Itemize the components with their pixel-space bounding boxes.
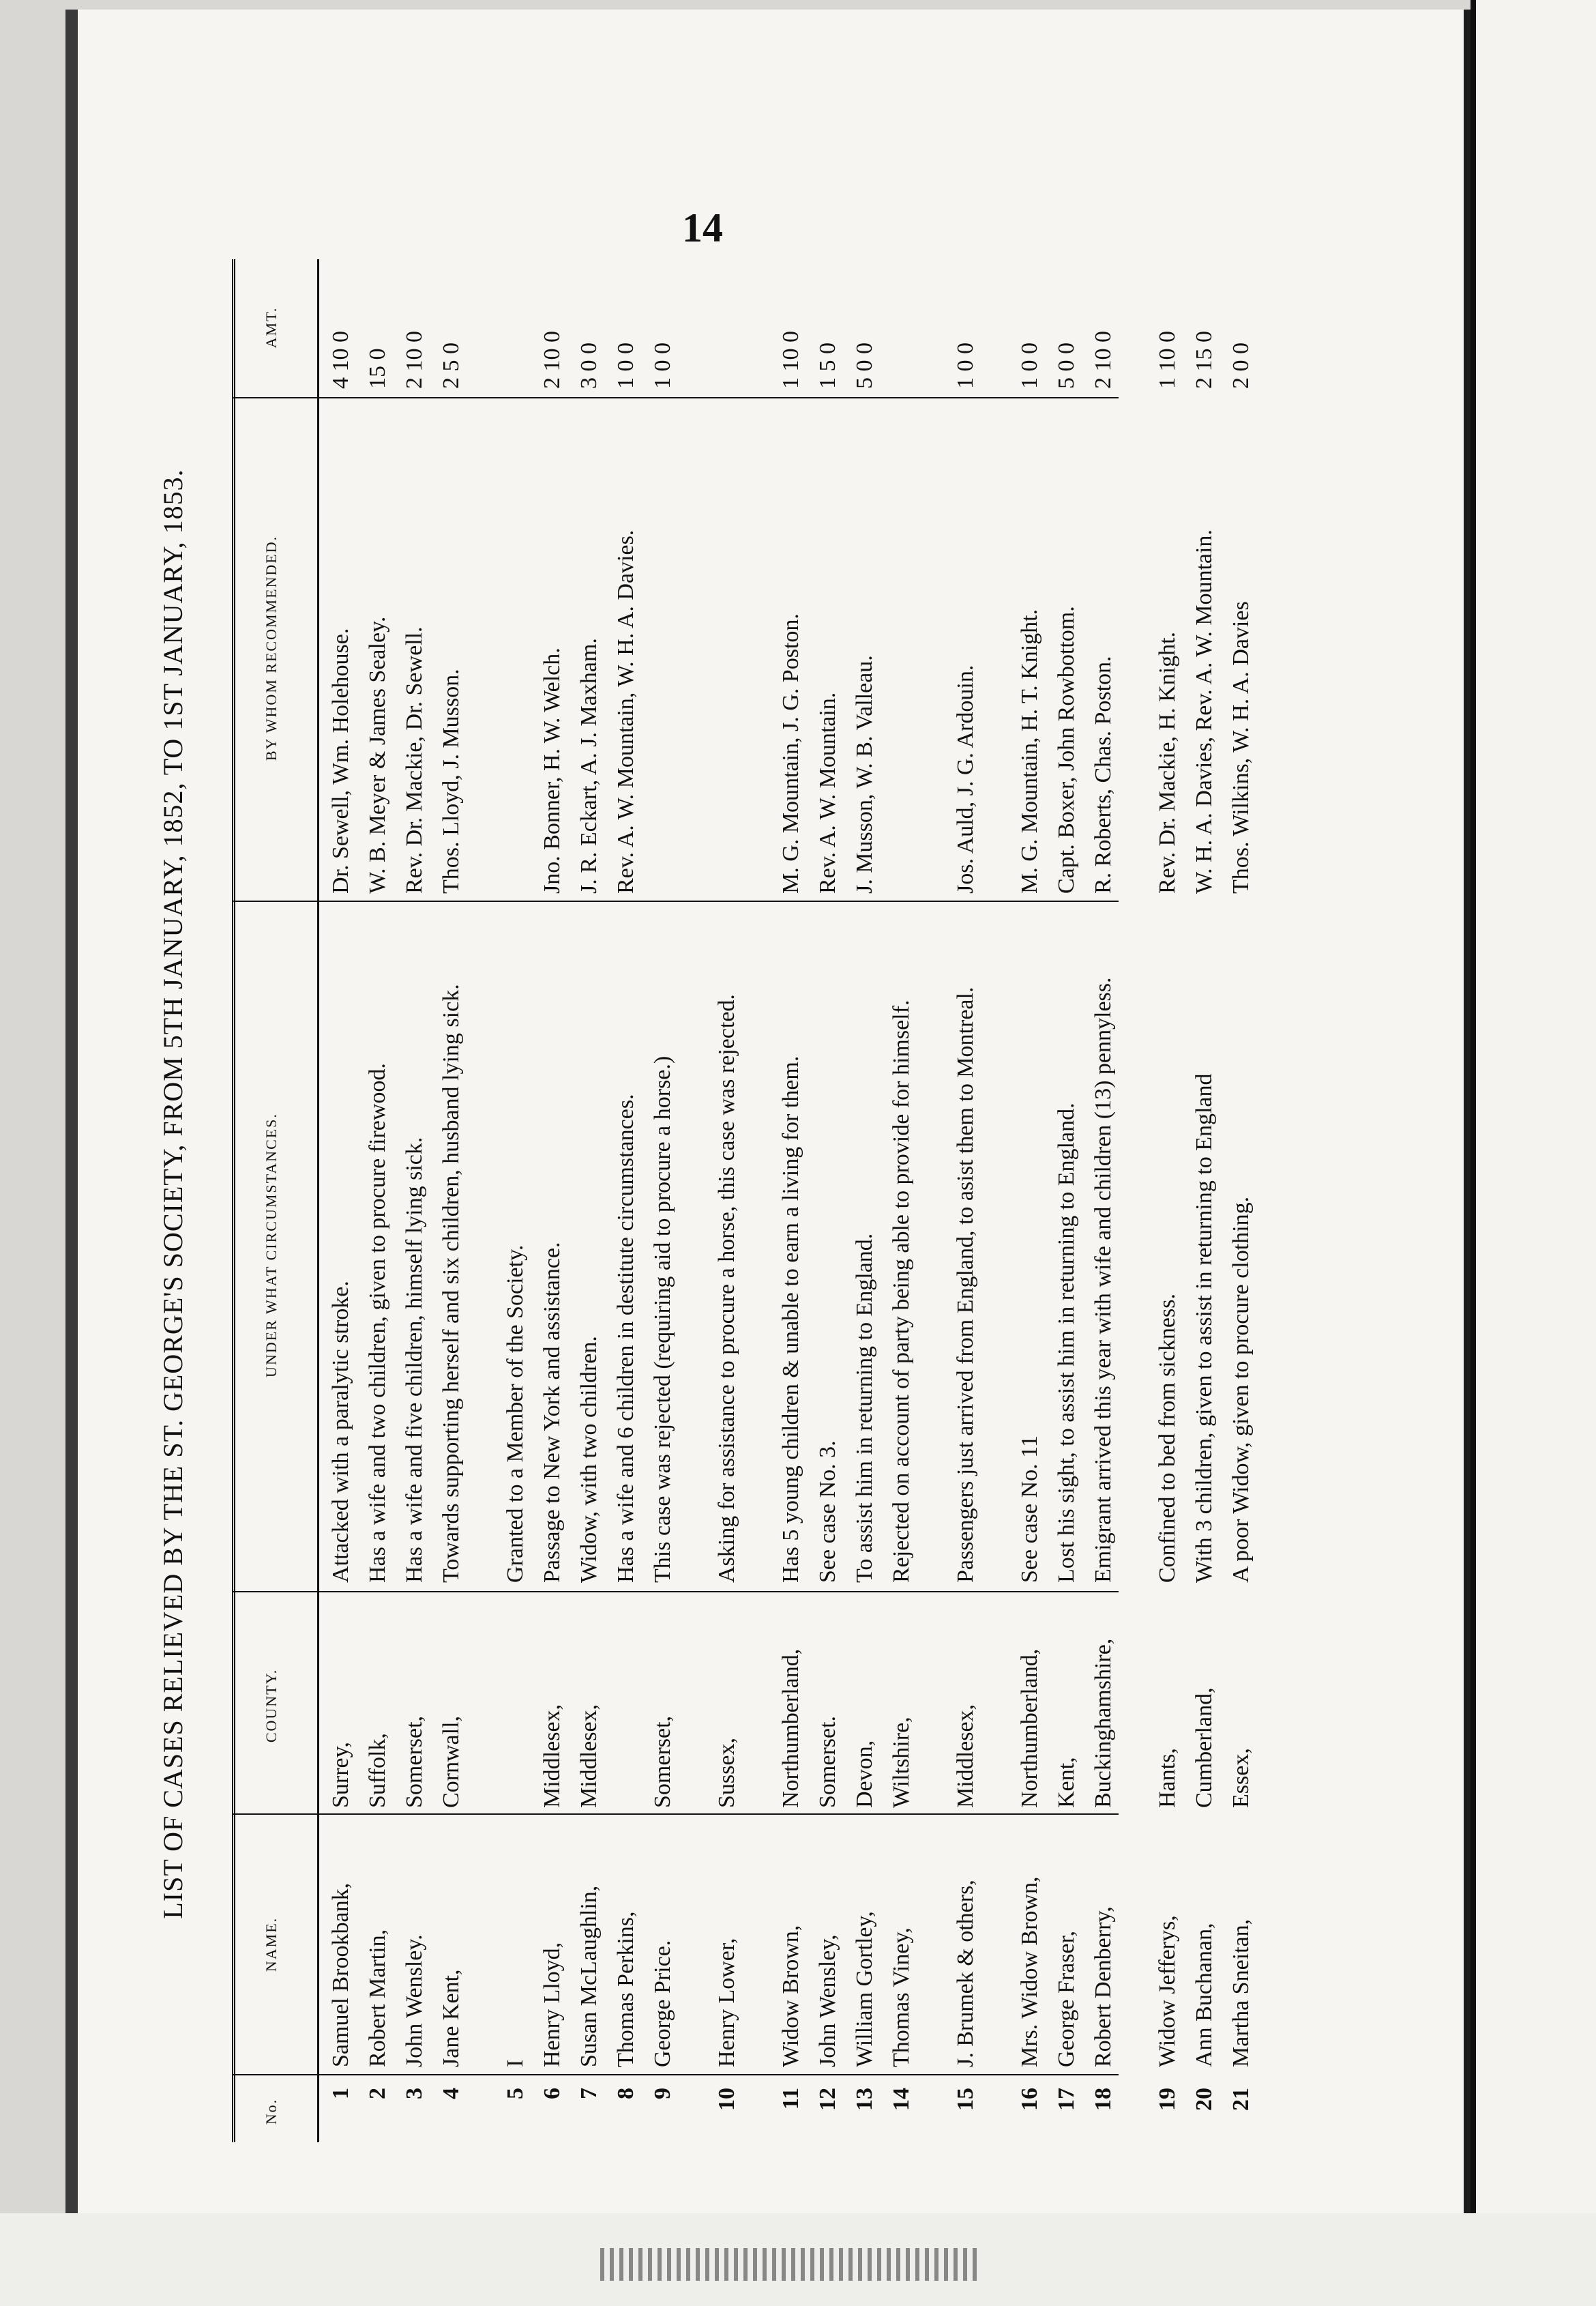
cell-county: Middlesex, (953, 1704, 978, 1808)
cell-amt: 1 0 0 (613, 342, 638, 389)
cell-no: 13 (852, 2088, 877, 2111)
cell-no: 11 (778, 2088, 803, 2110)
cell-rec: Rev. A. W. Mountain. (815, 692, 840, 894)
cell-name: Ann Buchanan, (1192, 1923, 1217, 2067)
cell-amt: 1 10 0 (1155, 331, 1180, 389)
cell-name: J. Brumek & others, (953, 1880, 978, 2067)
cell-no: 9 (650, 2088, 675, 2099)
cell-no: 6 (540, 2088, 565, 2099)
cell-name: Widow Brown, (778, 1925, 803, 2067)
cell-rec: W. B. Meyer & James Sealey. (365, 616, 390, 894)
cell-amt: 1 0 0 (953, 342, 978, 389)
adjacent-page-edge (1471, 0, 1596, 2306)
cell-amt: 2 5 0 (439, 342, 464, 389)
column-divider (232, 2074, 1119, 2075)
cell-county: Somerset, (650, 1715, 675, 1808)
header-recommended: BY WHOM RECOMMENDED. (263, 535, 280, 761)
cell-circ: Rejected on account of party being able to provide for himself. (889, 999, 914, 1583)
cell-amt: 15 0 (365, 348, 390, 389)
cell-name: I (503, 2059, 528, 2067)
cell-county: Essex, (1228, 1748, 1254, 1808)
cell-name: John Wensley. (402, 1934, 427, 2067)
column-divider (232, 1591, 1119, 1592)
cell-county: Cornwall, (439, 1715, 464, 1808)
column-divider (232, 397, 1119, 398)
header-no: No. (263, 2098, 280, 2125)
cell-county: Cumberland, (1192, 1687, 1217, 1808)
rotated-table-block (150, 259, 1254, 2142)
cell-rec: Jos. Auld, J. G. Ardouin. (953, 665, 978, 894)
cell-rec: Rev. A. W. Mountain, W. H. A. Davies. (613, 529, 638, 894)
cell-no: 10 (714, 2088, 739, 2111)
cell-circ: Has a wife and two children, given to procure firewood. (365, 1063, 390, 1583)
cell-no: 21 (1228, 2088, 1254, 2111)
cell-rec: Capt. Boxer, John Rowbottom. (1054, 606, 1079, 894)
cell-county: Sussex, (714, 1738, 739, 1808)
cell-no: 5 (503, 2088, 528, 2099)
cell-rec: M. G. Mountain, H. T. Knight. (1017, 609, 1042, 894)
cell-county: Somerset. (815, 1715, 840, 1808)
cell-rec: Rev. Dr. Mackie, H. Knight. (1155, 631, 1180, 894)
cell-rec: Thos. Wilkins, W. H. A. Davies (1228, 601, 1254, 894)
cell-circ: Towards supporting herself and six children, husband lying sick. (439, 984, 464, 1583)
cell-no: 15 (953, 2088, 978, 2111)
cell-amt: 2 15 0 (1192, 331, 1217, 389)
cell-rec: J. R. Eckart, A. J. Maxham. (576, 638, 602, 894)
cell-no: 16 (1017, 2088, 1042, 2111)
cell-circ: To assist him in returning to England. (852, 1233, 877, 1583)
cell-no: 8 (613, 2088, 638, 2099)
cell-county: Northumberland, (1017, 1648, 1042, 1808)
cell-county: Middlesex, (576, 1704, 602, 1808)
cell-no: 4 (439, 2088, 464, 2099)
scan-artifact (600, 2248, 982, 2281)
cell-name: George Price. (650, 1940, 675, 2067)
cell-county: Suffolk, (365, 1733, 390, 1808)
cell-name: William Gortley, (852, 1911, 877, 2067)
cell-name: Robert Martin, (365, 1929, 390, 2067)
cell-county: Hants, (1155, 1748, 1180, 1808)
cell-county: Somerset, (402, 1715, 427, 1808)
cell-no: 7 (576, 2088, 602, 2099)
column-divider (232, 901, 1119, 902)
cell-circ: See case No. 3. (815, 1440, 840, 1583)
cell-rec: J. Musson, W. B. Valleau. (852, 655, 877, 894)
table-header (232, 259, 319, 2142)
cell-rec: W. H. A. Davies, Rev. A. W. Mountain. (1192, 529, 1217, 894)
cell-county: Middlesex, (540, 1704, 565, 1808)
table-title: LIST OF CASES RELIEVED BY THE ST. GEORGE'S SOCIETY, FROM 5TH JANUARY, 1852, TO 1ST JANUARY, 1853. (158, 469, 188, 1919)
cell-circ: Confined to bed from sickness. (1155, 1294, 1180, 1583)
cell-no: 1 (328, 2088, 353, 2099)
cell-amt: 5 0 0 (852, 342, 877, 389)
cell-name: Susan McLaughlin, (576, 1885, 602, 2067)
cell-amt: 4 10 0 (328, 331, 353, 389)
header-name: NAME. (263, 1916, 280, 1972)
cell-amt: 1 10 0 (778, 331, 803, 389)
cell-rec: Dr. Sewell, Wm. Holehouse. (328, 628, 353, 894)
cell-amt: 1 0 0 (650, 342, 675, 389)
cell-circ: Has 5 young children & unable to earn a living for them. (778, 1055, 803, 1583)
cell-no: 3 (402, 2088, 427, 2099)
cell-county: Kent, (1054, 1757, 1079, 1808)
cell-circ: Asking for assistance to procure a horse, this case was rejected. (714, 994, 739, 1583)
cell-county: Surrey, (328, 1742, 353, 1808)
cell-rec: M. G. Mountain, J. G. Poston. (778, 613, 803, 894)
cell-name: Widow Jefferys, (1155, 1915, 1180, 2067)
cell-circ: Lost his sight, to assist him in returning to England. (1054, 1103, 1079, 1583)
header-circumstances: UNDER WHAT CIRCUMSTANCES. (263, 1113, 280, 1377)
cell-amt: 1 0 0 (1017, 342, 1042, 389)
cell-no: 20 (1192, 2088, 1217, 2111)
cell-name: Samuel Brookbank, (328, 1882, 353, 2067)
cell-amt: 2 10 0 (540, 331, 565, 389)
cell-county: Northumberland, (778, 1648, 803, 1808)
cell-circ: With 3 children, given to assist in returning to England (1192, 1073, 1217, 1583)
cell-circ: Granted to a Member of the Society. (503, 1244, 528, 1583)
cell-county: Wiltshire, (889, 1717, 914, 1808)
cell-rec: Rev. Dr. Mackie, Dr. Sewell. (402, 626, 427, 894)
cell-no: 19 (1155, 2088, 1180, 2111)
cell-amt: 1 5 0 (815, 342, 840, 389)
cell-amt: 3 0 0 (576, 342, 602, 389)
header-county: COUNTY. (263, 1668, 280, 1743)
cell-no: 2 (365, 2088, 390, 2099)
cell-circ: Widow, with two children. (576, 1336, 602, 1583)
cell-name: Mrs. Widow Brown, (1017, 1876, 1042, 2067)
cell-no: 17 (1054, 2088, 1079, 2111)
cell-rec: R. Roberts, Chas. Poston. (1091, 656, 1116, 894)
cell-name: Henry Lower, (714, 1938, 739, 2067)
cell-circ: Emigrant arrived this year with wife and children (13) pennyless. (1091, 977, 1116, 1583)
column-divider (232, 1813, 1119, 1815)
page-number: 14 (682, 205, 723, 250)
cell-name: John Wensley, (815, 1934, 840, 2067)
cell-county: Buckinghamshire, (1091, 1638, 1116, 1808)
cell-county: Devon, (852, 1740, 877, 1808)
header-amount: AMT. (263, 306, 280, 349)
cell-name: Robert Denberry, (1091, 1906, 1116, 2067)
cell-name: Henry Lloyd, (540, 1942, 565, 2067)
cell-amt: 2 0 0 (1228, 342, 1254, 389)
cell-circ: Passengers just arrived from England, to asist them to Montreal. (953, 987, 978, 1583)
cell-no: 14 (889, 2088, 914, 2111)
cell-circ: Has a wife and 6 children in destitute circumstances. (613, 1094, 638, 1583)
cell-name: George Fraser, (1054, 1930, 1079, 2067)
cell-amt: 5 0 0 (1054, 342, 1079, 389)
cell-name: Jane Kent, (439, 1969, 464, 2067)
cases-table (232, 259, 1254, 2142)
cell-amt: 2 10 0 (1091, 331, 1116, 389)
cell-circ: This case was rejected (requiring aid to procure a horse.) (650, 1055, 675, 1583)
cell-no: 12 (815, 2088, 840, 2111)
cell-no: 18 (1091, 2088, 1116, 2111)
cell-rec: Jno. Bonner, H. W. Welch. (540, 647, 565, 894)
cell-rec: Thos. Lloyd, J. Musson. (439, 669, 464, 894)
cell-circ: See case No. 11 (1017, 1435, 1042, 1583)
cell-name: Martha Sneitan, (1228, 1918, 1254, 2067)
cell-circ: Attacked with a paralytic stroke. (328, 1281, 353, 1583)
cell-amt: 2 10 0 (402, 331, 427, 389)
cell-circ: Has a wife and five children, himself lying sick. (402, 1137, 427, 1583)
cell-name: Thomas Viney, (889, 1927, 914, 2067)
cell-name: Thomas Perkins, (613, 1911, 638, 2067)
cell-circ: Passage to New York and assistance. (540, 1242, 565, 1583)
cell-circ: A poor Widow, given to procure clothing. (1228, 1196, 1254, 1583)
